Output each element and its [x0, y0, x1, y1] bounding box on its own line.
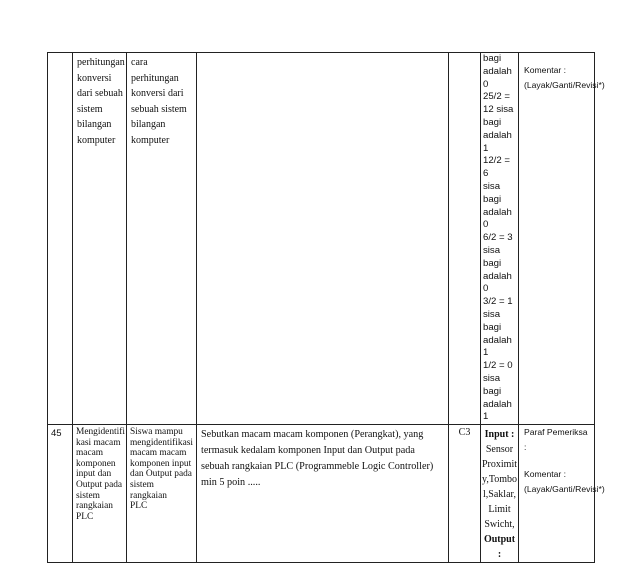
answer-cell	[481, 425, 519, 563]
comment-label: Komentar :	[524, 65, 567, 75]
indicator-line: Siswa mampu	[130, 427, 183, 438]
answer-line: bagi	[483, 116, 502, 128]
answer-line: adalah 0	[483, 206, 512, 231]
kd-line: bilangan	[77, 119, 112, 130]
indicator-line: perhitungan	[131, 72, 179, 84]
answer-line: 6/2 = 3	[483, 232, 513, 244]
comment-value: (Layak/Ganti/Revisi*)	[524, 484, 605, 495]
level-cell	[449, 53, 481, 425]
answer-line: bagi	[483, 53, 502, 64]
indicator-line: bilangan	[131, 119, 166, 130]
answer-line: y,Tombo	[482, 474, 518, 486]
kd-line: konversi	[77, 72, 112, 84]
kd-line: komponen	[76, 458, 116, 469]
table-row	[48, 425, 595, 563]
answer-line: 12/2 = 6	[483, 155, 510, 180]
answer-cell	[481, 53, 519, 425]
answer-line: l,Saklar,	[483, 489, 516, 501]
answer-tail: Output	[483, 534, 516, 546]
answer-title: Input :	[484, 429, 515, 441]
indicator-line: cara	[131, 57, 148, 68]
answer-line: adalah 0	[483, 270, 512, 295]
kd-line: Output pada	[76, 480, 123, 491]
kd-line: dari sebuah	[77, 88, 123, 99]
answer-line: adalah 1	[483, 398, 512, 423]
indicator-line: sebuah sistem	[131, 103, 187, 115]
answer-line: sisa	[483, 372, 501, 384]
level-cell	[449, 425, 481, 563]
answer-line: adalah 1	[483, 129, 512, 154]
answer-line: 1/2 = 0	[483, 360, 513, 372]
indicator-cell	[127, 425, 197, 563]
indicator-line: PLC	[130, 501, 148, 512]
indicator-line: konversi dari	[131, 88, 184, 99]
kd-line: PLC	[76, 511, 94, 522]
comment-label: Komentar :	[524, 469, 567, 480]
answer-line: 3/2 = 1	[483, 296, 513, 308]
comment-value: (Layak/Ganti/Revisi*)	[524, 80, 605, 90]
answer-line: Swicht,	[484, 519, 515, 531]
kd-line: rangkaian	[76, 501, 113, 512]
answer-colon: :	[497, 549, 502, 561]
indicator-line: mengidentifikasi	[130, 437, 194, 448]
table-row	[48, 53, 595, 425]
cognitive-level: C3	[458, 427, 471, 439]
note-cell	[519, 53, 605, 425]
kd-line: input dan	[76, 469, 112, 480]
answer-line: bagi	[483, 257, 502, 269]
indicator-line: sistem rangkaian	[130, 480, 167, 501]
answer-line: 12 sisa	[483, 104, 514, 116]
kd-line: komputer	[77, 134, 116, 146]
answer-line: Proximit	[482, 459, 518, 471]
paraf-label: Paraf Pemeriksa :	[524, 427, 588, 453]
kd-line: Mengidentifi	[76, 427, 125, 438]
note-cell	[519, 425, 605, 563]
question-table	[47, 52, 605, 563]
answer-line: sisa	[483, 308, 501, 320]
kd-line: perhitungan	[77, 57, 125, 68]
question-text: Sebutkan macam macam komponen (Perangkat), yang termasuk kedalam komponen Input dan Output pada sebuah rangkaian PLC (Programmeble Logic Controller) min 5 poin .....	[201, 429, 434, 489]
indicator-line: dan Output pada	[130, 469, 192, 480]
answer-line: Sensor	[485, 444, 514, 456]
answer-line: bagi	[483, 385, 502, 397]
answer-line: sisa	[483, 244, 501, 256]
answer-line: adalah 0	[483, 65, 512, 90]
indicator-line: macam macam	[130, 448, 187, 459]
kd-cell	[73, 53, 127, 425]
question-cell	[197, 425, 449, 563]
kd-line: kasi macam	[76, 437, 121, 448]
indicator-line: komputer	[131, 134, 170, 146]
kd-line: sistem	[77, 103, 103, 115]
answer-line: adalah 1	[483, 334, 512, 359]
answer-line: Limit	[488, 504, 511, 516]
question-cell	[197, 53, 449, 425]
answer-line: sisa	[483, 180, 501, 192]
answer-line: bagi	[483, 193, 502, 205]
indicator-cell	[127, 53, 197, 425]
number-cell	[48, 53, 73, 425]
answer-line: 25/2 =	[483, 91, 510, 103]
number-cell: 45	[48, 425, 73, 563]
kd-line: macam	[76, 448, 104, 459]
answer-line: bagi	[483, 321, 502, 333]
kd-cell	[73, 425, 127, 563]
kd-line: sistem	[76, 490, 100, 501]
indicator-line: komponen input	[130, 458, 192, 469]
